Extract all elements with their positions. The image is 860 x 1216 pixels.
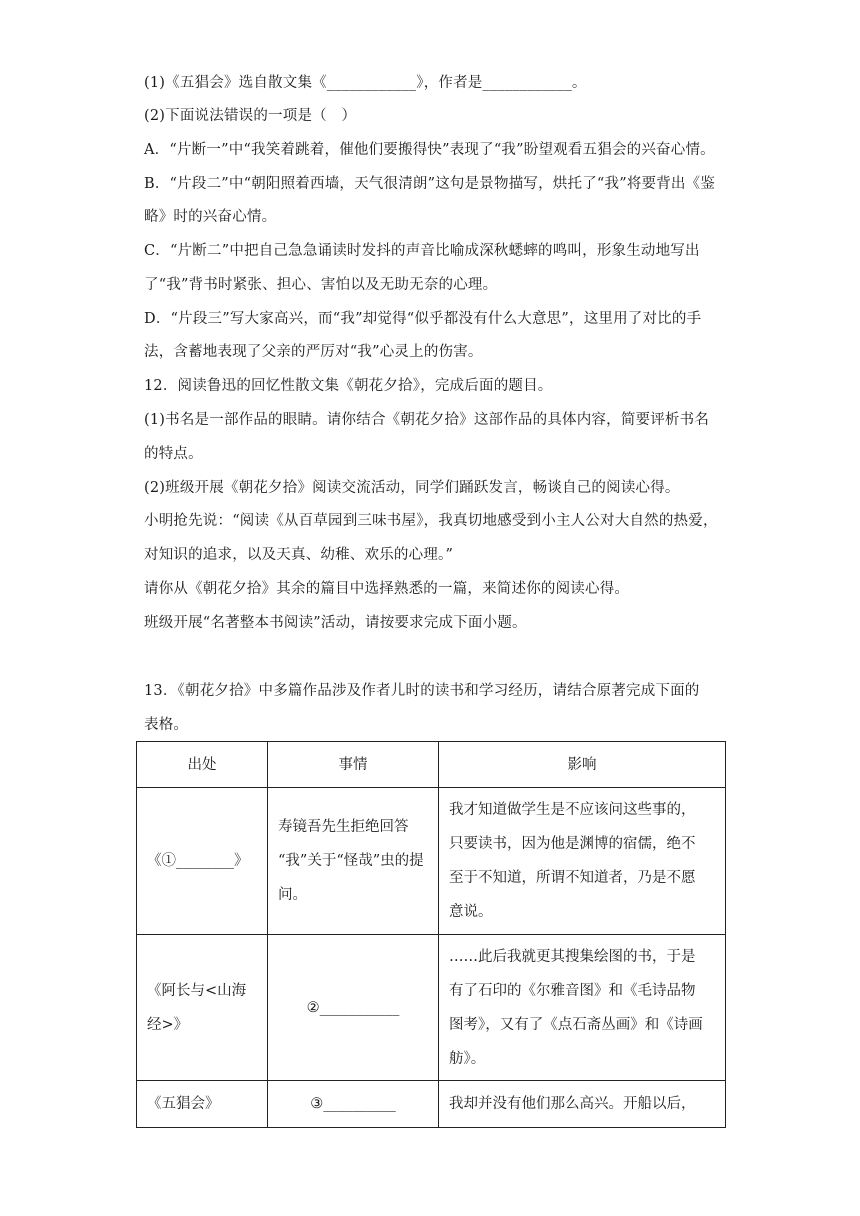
option-a-text: A．“片断一”中“我笑着跳着，催他们要搬得快”表现了“我”盼望观看五猖会的兴奋心情。 — [144, 142, 715, 158]
q12-stem: 12．阅读鲁迅的回忆性散文集《朝花夕拾》，完成后面的题目。 — [144, 378, 553, 394]
row2-effect-line: ……此后我就更其搜集绘图的书，于是 — [449, 948, 696, 965]
activity-intro: 班级开展“名著整本书阅读”活动，请按要求完成下面小题。 — [144, 615, 527, 631]
table-row — [137, 935, 726, 1081]
q12-part1-line2: 的特点。 — [144, 446, 203, 462]
row1-event-line: 寿镜吾先生拒绝回答 — [278, 819, 409, 835]
xiaoming-quote-line2: 对知识的追求，以及天真、幼稚、欢乐的心理。” — [144, 547, 454, 563]
row1-event-line: 问。 — [278, 887, 307, 903]
header-source: 出处 — [137, 742, 268, 788]
option-b-text-line1: B．“片段二”中“朝阳照着西墙，天气很清朗”这句是景物描写，烘托了“我”将要背出《鉴 — [144, 176, 716, 192]
row2-source-line: 《阿长与<山海 — [147, 982, 247, 999]
row1-effect-line: 意说。 — [449, 904, 493, 920]
header-event: 事情 — [268, 742, 439, 788]
q13-stem-line1: 13．《朝花夕拾》中多篇作品涉及作者儿时的读书和学习经历，请结合原著完成下面的 — [144, 683, 700, 699]
option-d-text-line2: 法，含蓄地表现了父亲的严厉对“我”心灵上的伤害。 — [144, 344, 483, 360]
q12-task-text: 请你从《朝花夕拾》其余的篇目中选择熟悉的一篇，来简述你的阅读心得。 — [144, 581, 630, 597]
row1-effect-line: 只要读书，因为他是渊博的宿儒，绝不 — [449, 836, 696, 852]
row3-effect — [439, 1081, 726, 1128]
row2-event — [268, 935, 439, 1081]
row1-effect-line: 至于不知道，所谓不知道者，乃是不愿 — [449, 870, 696, 886]
row3-effect-line: 我却并没有他们那么高兴。开船以后， — [449, 1096, 696, 1112]
option-b-text-line2: 略》时的兴奋心情。 — [144, 209, 277, 225]
row1-source-line: 《①________》 — [147, 853, 249, 869]
row2-effect-line: 舫》。 — [449, 1050, 486, 1067]
row2-effect-line: 有了石印的《尔雅音图》和《毛诗品物 — [449, 982, 696, 999]
q11-part2-text: (2)下面说法错误的一项是（ ） — [144, 108, 357, 124]
q11-part1-text: (1)《五猖会》选自散文集《____________》，作者是____________。 — [144, 75, 587, 91]
row1-event — [268, 788, 439, 935]
row2-event-blank[interactable]: ②___________ — [306, 999, 400, 1016]
row3-source — [137, 1081, 268, 1128]
table-header-row — [137, 742, 726, 788]
row2-effect — [439, 935, 726, 1081]
row1-event-line: “我”关于“怪哉”虫的提 — [278, 853, 424, 869]
row2-source-line: 经>》 — [147, 1016, 189, 1033]
row1-source — [137, 788, 268, 935]
reading-table — [136, 741, 726, 1128]
table-row — [137, 1081, 726, 1128]
header-effect: 影响 — [439, 742, 726, 788]
option-c-text-line2: 了“我”背书时紧张、担心、害怕以及无助无奈的心理。 — [144, 277, 498, 293]
option-d-text-line1: D．“片段三”写大家高兴，而“我”却觉得“似乎都没有什么大意思”，这里用了对比的手 — [144, 311, 702, 327]
row3-event-blank[interactable]: ③__________ — [310, 1096, 396, 1112]
table-row — [137, 788, 726, 935]
row2-effect-line: 图考》，又有了《点石斋丛画》和《诗画 — [449, 1016, 703, 1033]
row3-event — [268, 1081, 439, 1128]
q13-stem-line2: 表格。 — [144, 717, 189, 733]
row3-source-line: 《五猖会》 — [147, 1096, 220, 1112]
xiaoming-quote-line1: 小明抢先说：“阅读《从百草园到三味书屋》，我真切地感受到小主人公对大自然的热爱， — [144, 513, 718, 529]
row2-source — [137, 935, 268, 1081]
row1-effect-line: 我才知道做学生是不应该问这些事的， — [449, 802, 696, 818]
row1-effect — [439, 788, 726, 935]
q12-part2-text: (2)班级开展《朝花夕拾》阅读交流活动，同学们踊跃发言，畅谈自己的阅读心得。 — [144, 480, 680, 496]
q12-part1-line1: (1)书名是一部作品的眼睛。请你结合《朝花夕拾》这部作品的具体内容，简要评析书名 — [144, 412, 710, 428]
option-c-text-line1: C．“片断二”中把自己急急诵读时发抖的声音比喻成深秋蟋蟀的鸣叫，形象生动地写出 — [144, 243, 700, 259]
